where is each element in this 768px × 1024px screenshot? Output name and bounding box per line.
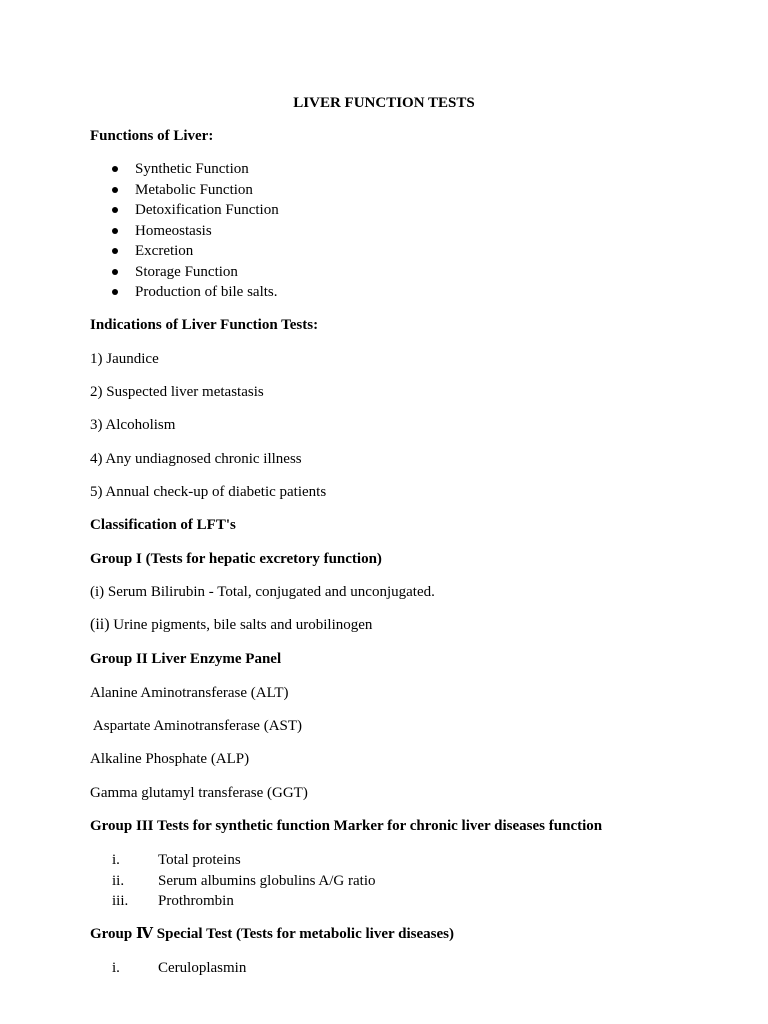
group1-heading: Group I (Tests for hepatic excretory function) — [90, 551, 382, 567]
list-item — [112, 180, 279, 201]
list-item-number: ii. — [112, 872, 125, 889]
list-item-text: Serum albumins globulins A/G ratio — [158, 872, 376, 889]
list-item — [112, 221, 279, 242]
classification-heading: Classification of LFT's — [90, 517, 236, 533]
group2-item: Alanine Aminotransferase (ALT) — [90, 685, 289, 701]
bullet-icon — [112, 166, 118, 172]
group1-item-number: (ii) — [90, 616, 110, 633]
indication-item: 1) Jaundice — [90, 351, 159, 367]
group3-heading: Group III Tests for synthetic function Marker for chronic liver diseases function — [90, 818, 603, 834]
group1-item: (i) Serum Bilirubin - Total, conjugated and unconjugated. — [90, 584, 435, 600]
group4-heading: Group Ⅳ Special Test (Tests for metabolic liver diseases) — [90, 926, 454, 942]
indication-item: 4) Any undiagnosed chronic illness — [90, 451, 302, 467]
bullet-icon — [112, 187, 118, 193]
list-item — [112, 159, 279, 180]
list-item-text: Total proteins — [158, 852, 241, 868]
group2-item: Gamma glutamyl transferase (GGT) — [90, 785, 308, 801]
group2-heading: Group II Liver Enzyme Panel — [90, 651, 282, 667]
indication-item: 3) Alcoholism — [90, 417, 176, 433]
bullet-icon — [112, 269, 118, 275]
functions-heading: Functions of Liver: — [90, 128, 214, 144]
group1-item — [90, 615, 372, 635]
bullet-icon — [112, 248, 118, 254]
list-item — [112, 282, 279, 303]
indications-heading: Indications of Liver Function Tests: — [90, 317, 319, 333]
list-item-text: Synthetic Function — [135, 161, 249, 177]
group2-item: Alkaline Phosphate (ALP) — [90, 751, 250, 767]
list-item-text: Production of bile salts. — [135, 284, 278, 300]
bullet-icon — [112, 228, 118, 234]
list-item-text: Excretion — [135, 243, 194, 259]
bullet-icon — [112, 289, 118, 295]
list-item-text: Storage Function — [135, 263, 238, 280]
indication-item: 2) Suspected liver metastasis — [90, 384, 264, 400]
list-item-text: Ceruloplasmin — [158, 960, 247, 976]
list-item — [112, 200, 279, 221]
list-item-number: i. — [112, 852, 120, 868]
list-item — [112, 262, 279, 283]
list-item-text: Metabolic Function — [135, 181, 253, 198]
group1-item-text: Urine pigments, bile salts and urobilinogen — [109, 617, 373, 633]
list-item — [112, 241, 279, 262]
functions-list — [112, 159, 279, 303]
list-item-number: i. — [112, 960, 120, 976]
bullet-icon — [112, 207, 118, 213]
list-item-text: Homeostasis — [135, 222, 212, 239]
indication-item: 5) Annual check-up of diabetic patients — [90, 484, 327, 500]
group2-item: Aspartate Aminotransferase (AST) — [90, 718, 303, 734]
document-title: LIVER FUNCTION TESTS — [293, 95, 475, 111]
list-item-text: Detoxification Function — [135, 202, 279, 218]
list-item-number: iii. — [112, 893, 129, 909]
list-item-text: Prothrombin — [158, 893, 234, 909]
